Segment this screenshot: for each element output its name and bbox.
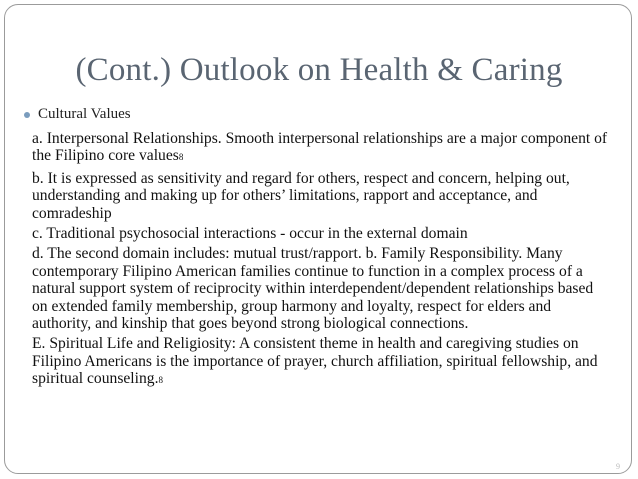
bullet-item (24, 106, 131, 123)
paragraph: b. It is expressed as sensitivity and regard for others, respect and concern, helping out, understanding and making up for others’ limitations, rapport and acceptance, and comradeship (32, 169, 570, 222)
paragraph: c. Traditional psychosocial interactions - occur in the external domain (32, 225, 468, 243)
bullet-label: Cultural Values (38, 106, 131, 122)
paragraph: E. Spiritual Life and Religiosity: A consistent theme in health and caregiving studies on Filipino Americans is the importance of prayer, church affiliation, spiritual fellowship, and spiritual counseling.8 (32, 335, 598, 388)
page-number: 9 (616, 462, 620, 471)
paragraph: a. Interpersonal Relationships. Smooth interpersonal relationships are a major component of the Filipino core values8 (32, 130, 608, 165)
paragraph: d. The second domain includes: mutual trust/rapport. b. Family Responsibility. Many contemporary Filipino American families continue to function in a complex process of a natural support system of reciprocity within interdependent/dependent relationships based on extended family membership, group harmony and loyalty, respect for elders and authority, and kinship that goes beyond strong biological connections. (32, 245, 594, 333)
slide-title: (Cont.) Outlook on Health & Caring (75, 52, 563, 88)
bullet-dot-icon (24, 112, 30, 118)
body-text (32, 130, 612, 393)
